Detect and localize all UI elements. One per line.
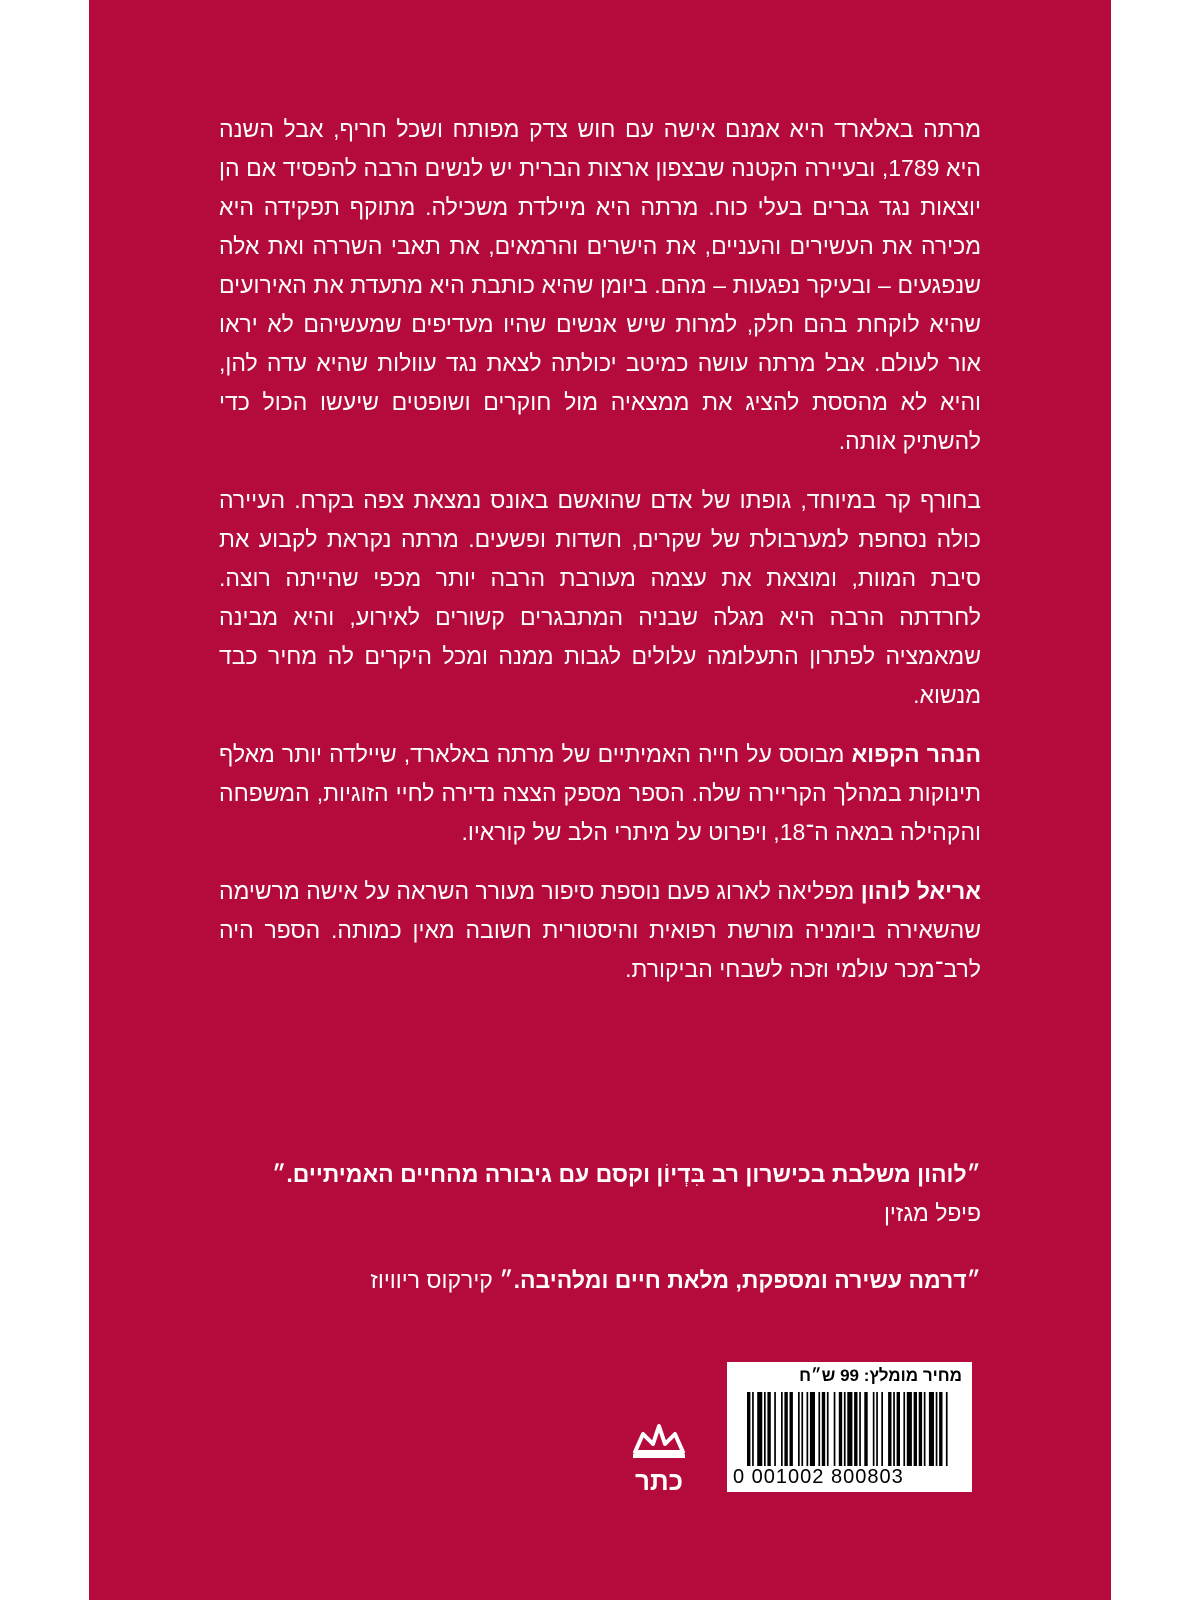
barcode: [747, 1392, 952, 1466]
review-quote-2: [219, 1261, 981, 1300]
barcode-bar: [798, 1392, 800, 1466]
barcode-bar: [810, 1392, 815, 1466]
back-cover: [89, 0, 1111, 1600]
barcode-bar: [764, 1392, 766, 1466]
barcode-bar: [893, 1392, 895, 1466]
blurb-paragraph-4-text: מפליאה לארוג פעם נוספת סיפור מעורר השראה על אישה מרשימה שהשאירה ביומניה מורשת רפואית והיסטורית חשובה מאין כמותה. הספר היה לרב־מכר עולמי וזכה לשבחי הביקורת.: [219, 878, 981, 982]
crown-icon: [629, 1422, 689, 1496]
barcode-bar: [907, 1392, 912, 1466]
blurb-paragraph-3: [219, 735, 981, 852]
barcode-bar: [781, 1392, 783, 1466]
barcode-bar: [919, 1392, 922, 1466]
blurb-paragraph-3-text: מבוסס על חייה האמיתיים של מרתה באלארד, שיילדה יותר מאלף תינוקות במהלך הקריירה שלה. הספר מספק הצצה נדירה לחיי הזוגיות, המשפחה והקהילה במאה ה־18, ויפרוט על מיתרי הלב של קוראיו.: [219, 741, 981, 845]
barcode-bar: [876, 1392, 878, 1466]
review-quote-1-text: ״לוהון משלבת בכישרון רב בִּדְיוֹן וקסם עם גיבורה מהחיים האמיתיים.״: [272, 1161, 981, 1187]
review-quote-1: [219, 1155, 981, 1194]
review-quote-2-text: ״דרמה עשירה ומספקת, מלאת חיים ומלהיבה.״: [499, 1267, 981, 1293]
price-label: מחיר מומלץ: 99 ש״ח: [799, 1366, 962, 1385]
barcode-bar: [790, 1392, 793, 1466]
barcode-bar: [752, 1392, 754, 1466]
barcode-bar: [807, 1392, 809, 1466]
review-quotes: [219, 1155, 981, 1300]
barcode-bar: [847, 1392, 852, 1466]
barcode-bar: [939, 1392, 942, 1466]
blurb-paragraph-1: מרתה באלארד היא אמנם אישה עם חוש צדק מפותח ושכל חריף, אבל השנה היא 1789, ובעיירה הקטנה שבצפון ארצות הברית יש לנשים הרבה להפסיד אם הן יוצאות נגד גברים בעלי כוח. מרתה היא מיילדת משכילה. מתוקף תפקידה היא מכירה את העשירים והעניים, את הישרים והרמאים, את תאבי השררה ואת אלה שנפגעים – ובעיקר נפגעות – מהם. ביומן שהיא כותבת היא מתעדת את האירועים שהיא לוקחת בהם חלק, למרות שיש אנשים שהיו מעדיפים שמעשיהם לא יראו אור לעולם. אבל מרתה עושה כמיטב יכולתה לצאת נגד עוולות שהיא עדה להן, והיא לא מהססת להציג את ממצאיה מול חוקרים ושופטים שיעשו הכול כדי להשתיק אותה.: [219, 116, 981, 454]
barcode-bar: [844, 1392, 846, 1466]
barcode-bar: [801, 1392, 803, 1466]
barcode-bar: [747, 1392, 750, 1466]
barcode-bar: [946, 1392, 948, 1466]
publisher-name: כתר: [634, 1466, 684, 1496]
author-name: אריאל לוהון: [860, 878, 981, 904]
book-title: הנהר הקפוא: [851, 741, 981, 767]
barcode-bar: [834, 1392, 836, 1466]
barcode-bar: [903, 1392, 905, 1466]
barcode-bar: [881, 1392, 883, 1466]
barcode-bar: [914, 1392, 917, 1466]
barcode-number: 0 001002 800803: [733, 1466, 904, 1488]
blurb-paragraph-2: בחורף קר במיוחד, גופתו של אדם שהואשם באונס נמצאת צפה בקרח. העיירה כולה נסחפת למערבולת של שקרים, חשדות ופשעים. מרתה נקראת לקבוע את סיבת המוות, ומוצאת את עצמה מעורבת הרבה יותר מכפי שהייתה רוצה. לחרדתה הרבה היא מגלה שבניה המתבגרים קשורים לאירוע, והיא מבינה שמאמציה לפתרון התעלומה עלולים לגבות ממנה ומכל היקרים לה מחיר כבד מנשוא.: [219, 487, 981, 708]
barcode-bar: [859, 1392, 861, 1466]
publisher-logo: [629, 1422, 689, 1496]
blurb: [219, 110, 981, 1009]
barcode-bar: [774, 1392, 776, 1466]
barcode-bar: [936, 1392, 938, 1466]
barcode-bar: [929, 1392, 934, 1466]
barcode-bar: [897, 1392, 900, 1466]
barcode-bar: [757, 1392, 762, 1466]
barcode-bar: [864, 1392, 867, 1466]
barcode-bar: [767, 1392, 770, 1466]
barcode-bar: [784, 1392, 787, 1466]
review-quote-1-source: פיפל מגזין: [883, 1200, 981, 1226]
barcode-bar: [827, 1392, 829, 1466]
barcode-bar: [822, 1392, 825, 1466]
barcode-bar: [839, 1392, 842, 1466]
review-quote-2-source: קירקוס ריוויוז: [370, 1267, 493, 1293]
barcode-bar: [818, 1392, 820, 1466]
barcode-box: [727, 1362, 972, 1492]
barcode-bar: [873, 1392, 875, 1466]
barcode-bar: [854, 1392, 857, 1466]
blurb-paragraph-4: [219, 872, 981, 989]
barcode-bar: [888, 1392, 891, 1466]
barcode-bar: [924, 1392, 926, 1466]
